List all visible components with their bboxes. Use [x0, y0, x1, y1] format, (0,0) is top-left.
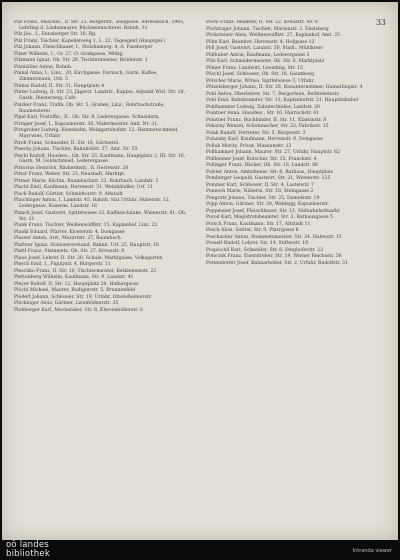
page-number: 33 — [375, 18, 386, 27]
directory-entry: Pipal Karl, Postoffiz., II., Ob. Str. 8, Lederergasse, Schneidern. — [14, 115, 160, 121]
directory-entry: Pinkal Anna, I., Linz., 20, Kirchgasse, Dornach, Garni, Kaffee, Zimmermann, Urb. 5 — [14, 71, 158, 83]
directory-entry: Pospischil Karl, Schneider, Str. 8, Dinghoferstr. 22 — [206, 247, 324, 253]
directory-entry: Plattner Ignaz, Stationsvorstand, Bahnh. Urf. 25, Hauptstr. 18 — [14, 242, 159, 248]
directory-entry: Plesch Emil, I., Figulystr. 4, Bürgerstr. 11 — [14, 262, 111, 268]
directory-entry: Plasser Anton, Arzt, Mozartstr. 27, Baumbach — [14, 236, 121, 242]
directory-entry: Pömer Franz, Landwirt, Leonding, Str. 15 — [206, 65, 304, 71]
directory-entry: Potocnik Franz, Eisendreher, Str. 19, Wiener Reichsstr. 56 — [206, 254, 342, 259]
directory-entry: Pottendorfer Josef, Bahnarbeiter, Str. 2, Urfahr, Rudolfstr. 31 — [206, 260, 348, 266]
library-logo-line1: oö landes — [6, 540, 49, 550]
directory-entry: Pollak Moritz, Privat, Museumstr. 12 — [206, 143, 292, 149]
directory-entry: Plaue Josef, Lehrer, II. Str. 20, Schule, Marktgasse, Volksgarten — [14, 255, 163, 261]
directory-entry: Plöderl Johann, Schlosser, Str. 19, Urfahr, Ottensheimerstr. — [14, 294, 152, 300]
directory-entry: Popp Anton, Gärtner, Str. 30, Waldegg, Kapuzinerstr. — [206, 202, 330, 207]
directory-entry: Plöckinger Alois, Gärtner, Leonfeldnerstr. 35 — [14, 301, 119, 307]
directory-entry: Pilzmüller Anton, Bahnh. — [14, 64, 73, 70]
directory-entry: Pleschko Franz, II. Str. 10, Tischlermeister, Bethlehemstr. 22 — [14, 268, 157, 274]
directory-entry: Pöhn Karl, Beamter, Herrenstr. 4, Hofgasse 12 — [206, 39, 315, 45]
directory-entry: Pilzmann Ignaz, Ob. Str. 28, Tischlermeister, Brüderstr. 1 — [14, 58, 148, 64]
directory-entry: Pötscher Marie, Witwe, Spittelwiese 3, Urfahr — [206, 78, 314, 84]
directory-entry: Pinter Ludwig, II. Str. 23, Jägerst. Landstr., Kaplan, Adjunkt Wisl. Str. 28, Gasth. Diesterweg, Cafe — [14, 90, 186, 102]
directory-entry: Planck Josef, Gastwirt, Spittelwiese 22, Kaffeeschänke, Wienerstr. 81, Ob. Str. 21 — [14, 210, 187, 222]
directory-entry: Posch Alois, Sattler, Str. 9, Pfarrgasse 6 — [206, 228, 299, 233]
directory-entry: Ponesch Marie, Näherin, Str. 18, Steingasse 2 — [206, 189, 314, 194]
directory-entry: Plack Rudolf, Gürtler, Schmidtorstr. 9, Altstadt — [14, 191, 123, 197]
directory-entry: Pirolt Franz, Schneider, II. Str. 18, Gärtnerst. — [14, 140, 120, 146]
directory-entry: Polansky Karl, Kaufmann, Herrenstr. 9, Domgasse — [206, 137, 323, 142]
directory-entry: Pitter Franz, Weber, Str. 23, Neustadt, Marktpl. — [14, 172, 126, 178]
directory-entry: Plaichinger Anton, I. Landstr. 45, Bahnh. Sitz Urfahr, Huberstr. 12, Ledergasse, Kaserne, Landstr. 16 — [14, 198, 171, 210]
directory-entry: Pötzelsberger Johann, II. Str. 28, Bauunternehmer, Hamerlingstr. 4 — [206, 85, 363, 90]
right-column — [206, 20, 383, 520]
directory-entry: Poschacher Anton, Steinmetzmeister, Str. 24, Hafenstr. 15 — [206, 234, 342, 240]
directory-entry: Plankl Eduard, Pfarrer, Klosterstr. 4, Domgasse — [14, 229, 125, 235]
directory-entry: Placht Emil, Kaufmann, Herrenstr. 31, Weinhändler, Urf. 21 — [14, 185, 154, 191]
directory-entry: Pointner Franz, Buchbinder, II. Str. 11, Klammstr. 8 — [206, 117, 327, 123]
directory-entry: Piringer Josef, I., Kapuzinerstr. 30, Malermeister, Amt. Nr. 31. — [14, 121, 159, 127]
directory-entry: Pollheimer Josef, Kutscher, Str. 15, Franckstr. 4 — [206, 156, 317, 162]
directory-entry: Pölz Karl, Schneidermeister, Ob. Str. 6, Marktplatz — [206, 59, 325, 64]
directory-entry: Pilz Franz, Tischler, Kapellenweg 1, L. 22, Tagesgeld (Hauptgel.) — [14, 38, 166, 44]
viewer-credit: Intranda viewer — [352, 548, 392, 554]
directory-entry: Poppmeier Josef, Fleischhauer, Str. 12, Südbahnhofmarkt — [206, 208, 340, 214]
directory-entry: Pleyer Rudolf, II. Str. 12, Hauptplatz 29, Hafnergasse — [14, 281, 139, 287]
directory-entry: Pohl Anton, Oberlehrer, Str. 7, Bergschule, Bethlehemstr. — [206, 91, 340, 97]
directory-entry: Pöllhuber Anton, Kaufmann, Lederergasse 3 — [206, 52, 310, 58]
directory-entry: Pohl Emil, Bahnbeamter, Str. 13, Kaplanhofstr. 21, Hauptbahnhof — [206, 98, 359, 103]
directory-entry: Pittner Marie, Köchin, Baumbachstr. 22, Rohrbach, Landstr. 5 — [14, 178, 159, 184]
directory-entry: Plöchl Michael, Maurer, Rudigierstr. 5, Brunnenfeld — [14, 288, 136, 294]
directory-entry: Pokorny Wenzel, Schuhmacher, Str. 23, Fabrikstr. 15 — [206, 124, 329, 129]
directory-entry: Pongratz Johann, Tischler, Str. 25, Dametzstr. 19 — [206, 195, 320, 201]
directory-entry: Pointner Anna, Hausbes., Str. 16, Harrachstr. 41 — [206, 111, 320, 116]
directory-entry: Plank Franz, Tischler, Weißenwolffstr. 15, Kaplanhof, Linz. 23 — [14, 223, 158, 229]
viewer-footer — [0, 540, 400, 560]
directory-entry: Pirngruber Ludwig, Eisenbahn, Weingartshofstr. 12, Hammerschmied, Mayrwies, Urfahr — [14, 128, 179, 140]
directory-entry: Pisecky Johann, Tischler, Bahnhofstr. 37, Amt. Nr. 55 — [14, 147, 138, 153]
directory-entry: Pommer Karl, Schlosser, II. Str. 4, Lastenstr. 7 — [206, 182, 314, 188]
directory-entry: Polster Anton, Amtsdiener, Str. 6, Rathaus, Hauptplatz — [206, 169, 334, 175]
directory-entry: Porod Karl, Magistratsbeamter, Str. 3, Rathausgasse 5 — [206, 215, 334, 220]
directory-entry: Pilz Franz, Maschin., II. Str. 23, Bürgerstr., Badgasse, Adressbuch. 1905, Lehrling d. Lindenmayer, Büchsenmacherei, Bahnh. 31 — [14, 20, 185, 31]
directory-entry: Pilzer Wilhelm, I., Gr. 27, O. Graßgasse, Mittig. — [14, 51, 124, 57]
directory-entry: Pöchl Franz, Beamter, II. Str. 22, Kreuzstr. Nr. 6 — [206, 20, 318, 25]
directory-entry: Posselt Rudolf, Lehrer, Str. 14, Stifterstr. 10 — [206, 241, 309, 246]
left-column — [14, 20, 191, 520]
directory-entry: Pistorius Heinrich, Bäckermstr., II. Herrenstr. 20 — [14, 165, 129, 171]
directory-entry: Plettenberg Wilhelm, Kaufmann, Str. 9, Landstr. 41 — [14, 275, 134, 281]
directory-page — [2, 2, 398, 540]
directory-entry: Pöcksteiner Alois, Weißenwolffstr. 27, Kaplanhof, Amt. 25 — [206, 33, 341, 38]
directory-entry: Porsch Franz, Kaufmann, Str. 17, Altstadt 11 — [206, 221, 311, 227]
directory-entry: Plattl Franz, Steinmetz, Ob. Str. 27, Kreuzstr. 8 — [14, 249, 125, 255]
directory-entry: Pilz Jos., I., Ennsberger Str. 18, Bg. — [14, 32, 97, 38]
directory-entry: Pohlhammer Ludwig, Zahntechniker, Landstr. 20 — [206, 104, 320, 110]
directory-entry: Pöschl Josef, Schlosser, Ob. Str. 18, Gaumberg — [206, 72, 315, 77]
directory-entry: Pomberger Leopold, Gastwirt, Str. 21, Wienerstr. 135 — [206, 176, 331, 181]
directory-entry: Pinzker Franz, Trafik, Ob. Str. 5, Graben, Linz., Rohrbachstraße, Baumeisterei — [14, 102, 165, 114]
directory-entry: Pischl Rudolf, Hausbes., Ob. Str. 23, Kaufmann, Hauptplatz 2, III. Str. 16, Gasth. M. Goldschmied, Lederergasse — [14, 153, 186, 165]
directory-entry: Pöll Josef, Gastwirt, Landstr. 30, Stadl., Mühlkreis — [206, 46, 323, 51]
directory-entry: Pollhammer Johann, Maurer, Str. 27, Urfahr, Hauptstr. 62 — [206, 150, 341, 155]
directory-entry: Pilz Johann, Fleischhauer, I., Stelzhamerg. 4, A. Fassberger — [14, 45, 153, 51]
library-logo-line2: bibliothek — [6, 549, 50, 559]
directory-entry: Plohberger Karl, Mechaniker, Str. 8, Khevenhüllerstr. 6 — [14, 307, 143, 313]
directory-entry: Pinkas Rudolf, II. Str. 31, Hauptplatz 4 — [14, 83, 105, 89]
directory-entry: Pöchtrager Johann, Tischler, Marienstr. 2, Ebelsberg — [206, 26, 329, 32]
directory-entry: Pollinger Franz, Bäcker, Ob. Str. 10, Landstr. 88 — [206, 163, 318, 168]
directory-entry: Polak Rudolf, Vertreter, Str. 5, Bürgerstr. 3 — [206, 130, 306, 136]
